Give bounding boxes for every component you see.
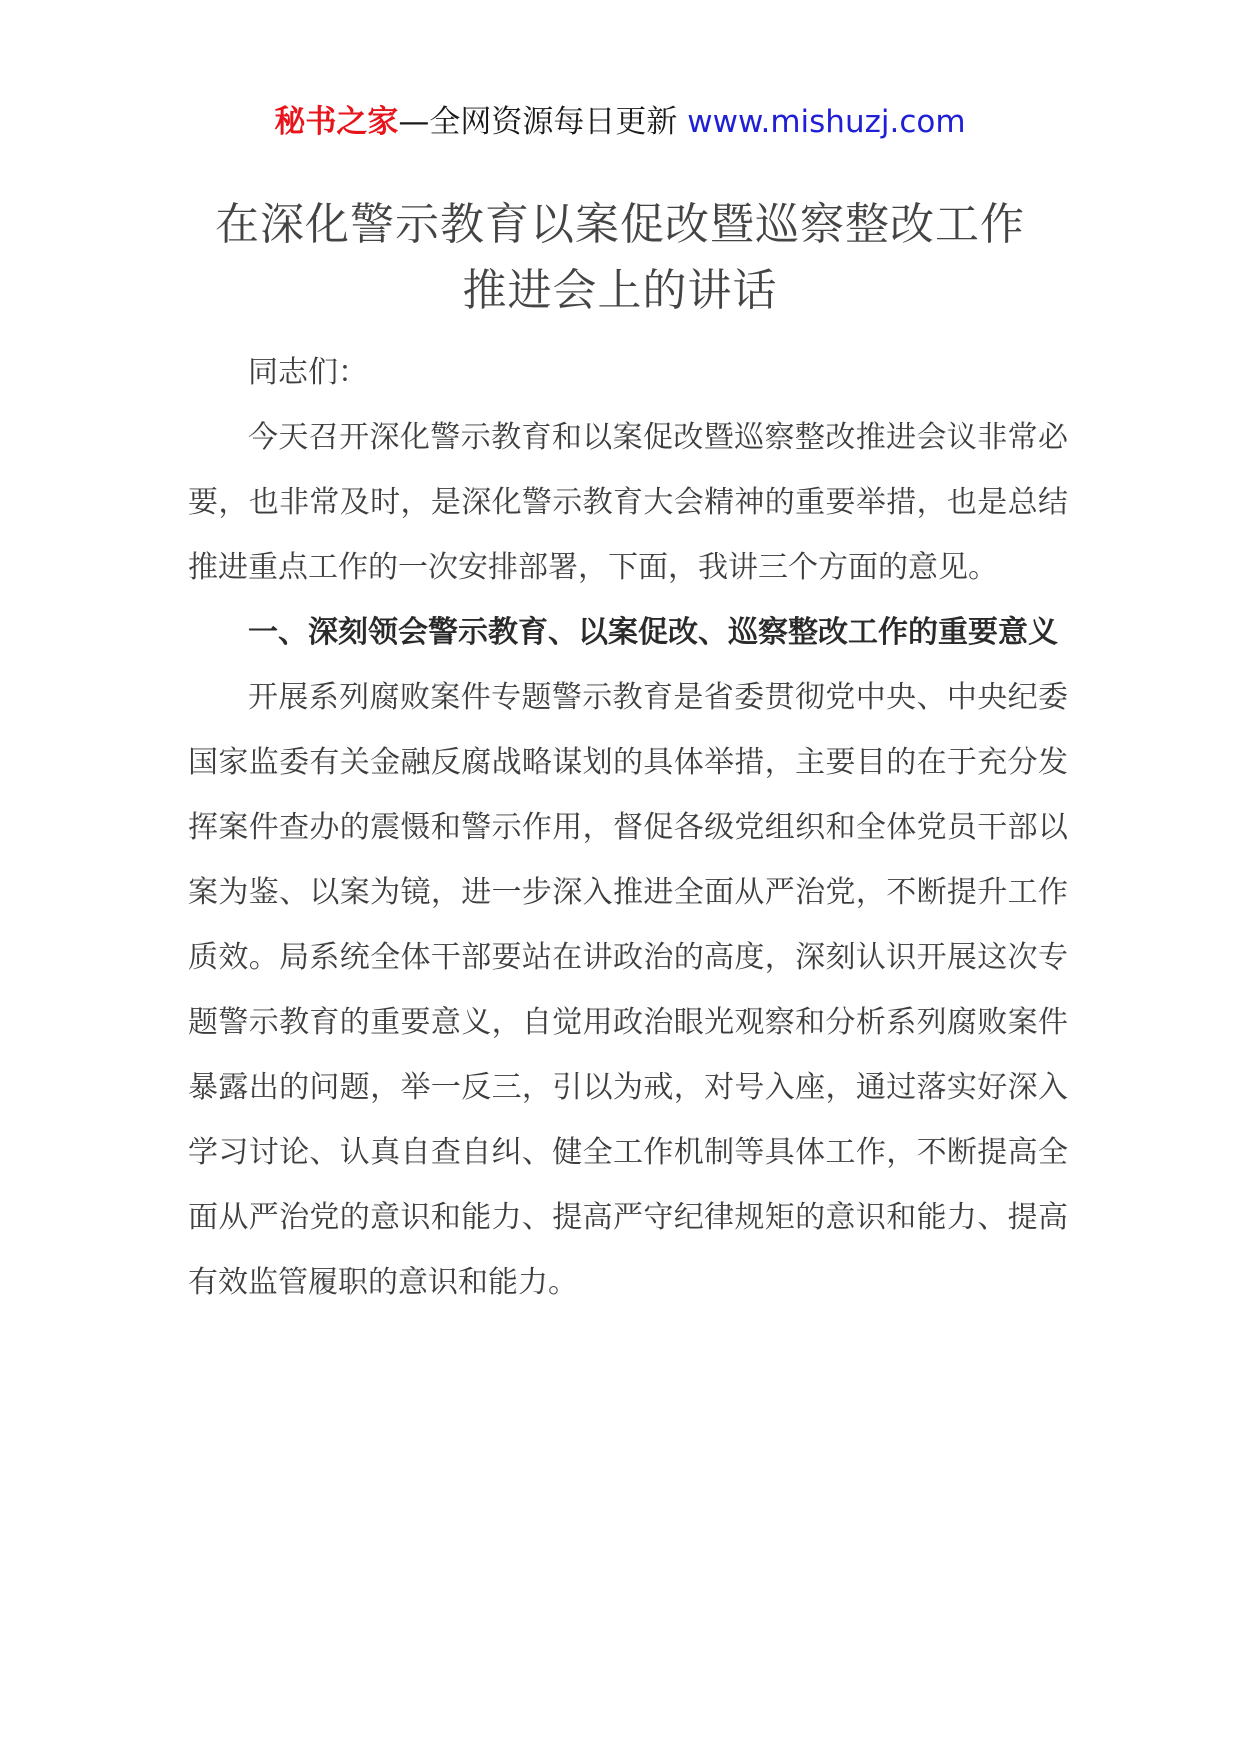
intro-paragraph: 今天召开深化警示教育和以案促改暨巡察整改推进会议非常必要，也非常及时，是深化警示教育大会精神的重要举措，也是总结推进重点工作的一次安排部署，下面，我讲三个方面的意见。	[188, 420, 1068, 585]
header-tagline: —全网资源每日更新	[398, 104, 678, 140]
title-line-1: 在深化警示教育以案促改暨巡察整改工作	[215, 199, 1025, 250]
title-line-2: 推进会上的讲话	[462, 265, 778, 316]
document-body	[188, 340, 1068, 1315]
salutation: 同志们：	[248, 355, 368, 390]
brand-name: 秘书之家	[274, 104, 399, 140]
site-header	[0, 100, 1240, 144]
document-title	[150, 192, 1090, 324]
section-1-paragraph: 开展系列腐败案件专题警示教育是省委贯彻党中央、中央纪委国家监委有关金融反腐战略谋划的具体举措，主要目的在于充分发挥案件查办的震慑和警示作用，督促各级党组织和全体党员干部以案为鉴、以案为镜，进一步深入推进全面从严治党，不断提升工作质效。局系统全体干部要站在讲政治的高度，深刻认识开展这次专题警示教育的重要意义，自觉用政治眼光观察和分析系列腐败案件暴露出的问题，举一反三，引以为戒，对号入座，通过落实好深入学习讨论、认真自查自纠、健全工作机制等具体工作，不断提高全面从严治党的意识和能力、提高严守纪律规矩的意识和能力、提高有效监管履职的意识和能力。	[188, 680, 1068, 1300]
section-1-heading: 一、深刻领会警示教育、以案促改、巡察整改工作的重要意义	[248, 615, 1058, 650]
site-url-link[interactable]: www.mishuzj.com	[677, 104, 966, 140]
